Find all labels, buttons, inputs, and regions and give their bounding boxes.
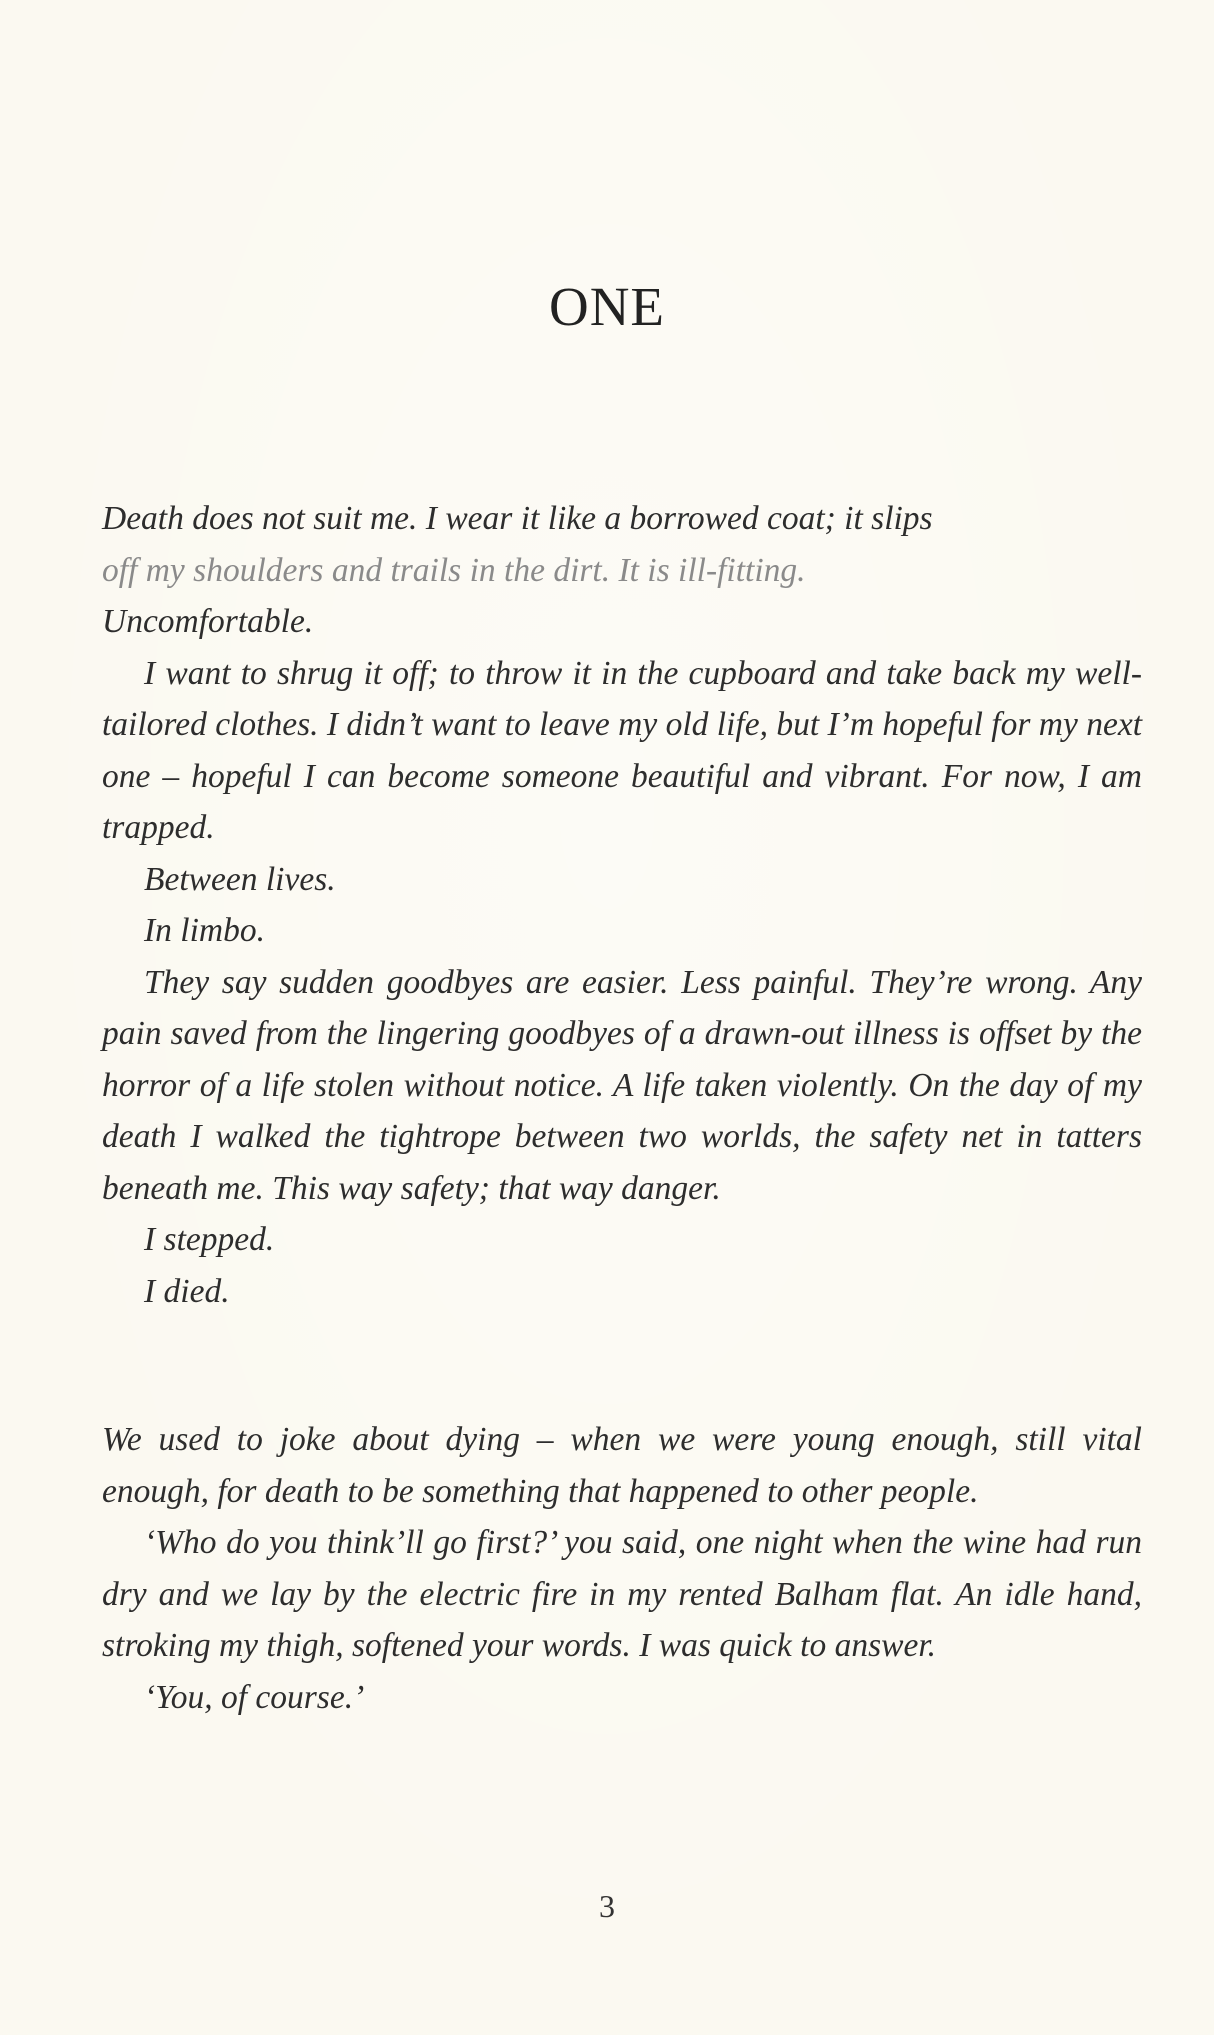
paragraph: In limbo. — [144, 912, 265, 949]
paragraph: I died. — [144, 1272, 230, 1310]
paragraph: ‘You, of course.’ — [144, 1678, 365, 1716]
paragraph: ‘Who do you think’ll go first?’ you said, one night when the wine had run dry and we lay by the electric fire in my rented Balham flat. An idle hand, stroking my thigh, softened your words. I was quick to answer. — [102, 1524, 1142, 1664]
text-section-1 — [102, 493, 1142, 1317]
paragraph: We used to joke about dying – when we were young enough, still vital enough, for death to be something that happened to other people. — [102, 1421, 1142, 1510]
chapter-title: ONE — [548, 276, 666, 337]
paragraph-line: Uncomfortable. — [102, 603, 314, 640]
paragraph-line: off my shoulders and trails in the dirt. It is ill-fitting. — [102, 551, 806, 589]
paragraph: They say sudden goodbyes are easier. Less painful. They’re wrong. Any pain saved from the lingering goodbyes of a drawn-out illness is offset by the horror of a life stolen without notice. A life taken violently. On the day of my death I walked the tightrope between two worlds, the safety net in tatters beneath me. This way safety; that way danger. — [102, 963, 1142, 1207]
text-section-2 — [102, 1414, 1142, 1723]
paragraph: I stepped. — [144, 1221, 275, 1258]
paragraph: Between lives. — [144, 860, 336, 898]
paragraph-line: Death does not suit me. I wear it like a borrowed coat; it slips — [102, 500, 933, 537]
paragraph: I want to shrug it off; to throw it in the cupboard and take back my well-tailored clothes. I didn’t want to leave my old life, but I’m hopeful for my next one – hopeful I can become someone beautiful and vibrant. For now, I am trapped. — [102, 654, 1142, 846]
page-number: 3 — [599, 1888, 615, 1924]
